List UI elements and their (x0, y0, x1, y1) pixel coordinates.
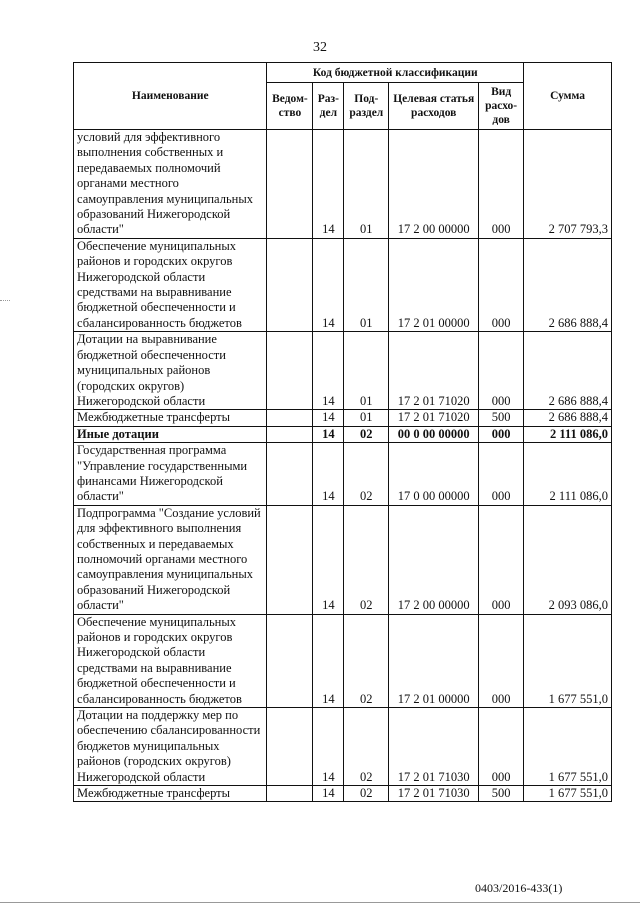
cell-expense-type: 500 (479, 410, 524, 426)
cell-expense-type: 000 (479, 238, 524, 331)
cell-target: 17 2 01 00000 (389, 238, 479, 331)
cell-dept (267, 443, 313, 506)
table-row (74, 708, 612, 786)
cell-subsection: 01 (344, 332, 389, 410)
cell-sum: 2 111 086,0 (524, 426, 612, 442)
table-row (74, 443, 612, 506)
cell-section: 14 (313, 614, 344, 707)
cell-target: 17 2 01 71020 (389, 332, 479, 410)
cell-dept (267, 332, 313, 410)
cell-name: Межбюджетные трансферты (74, 410, 267, 426)
budget-table (73, 62, 612, 802)
cell-sum: 1 677 551,0 (524, 614, 612, 707)
cell-expense-type: 000 (479, 443, 524, 506)
cell-subsection: 02 (344, 708, 389, 786)
cell-sum: 2 093 086,0 (524, 505, 612, 614)
table-row (74, 410, 612, 426)
cell-name: Иные дотации (74, 426, 267, 442)
cell-subsection: 01 (344, 410, 389, 426)
cell-expense-type: 000 (479, 130, 524, 239)
cell-section: 14 (313, 505, 344, 614)
cell-expense-type: 500 (479, 786, 524, 802)
cell-subsection: 02 (344, 426, 389, 442)
cell-name: Дотации на выравнивание бюджетной обеспеченности муниципальных районов (городских округов) Нижегородской области (74, 332, 267, 410)
cell-name: Межбюджетные трансферты (74, 786, 267, 802)
cell-target: 00 0 00 00000 (389, 426, 479, 442)
cell-expense-type: 000 (479, 505, 524, 614)
cell-expense-type: 000 (479, 708, 524, 786)
margin-mark (0, 300, 10, 301)
table-row (74, 614, 612, 707)
header-section: Раз- дел (313, 83, 344, 130)
cell-dept (267, 505, 313, 614)
cell-subsection: 01 (344, 238, 389, 331)
cell-sum: 1 677 551,0 (524, 786, 612, 802)
cell-sum: 2 686 888,4 (524, 238, 612, 331)
cell-sum: 2 686 888,4 (524, 410, 612, 426)
header-subsection: Под- раздел (344, 83, 389, 130)
cell-expense-type: 000 (479, 332, 524, 410)
cell-name: Дотации на поддержку мер по обеспечению сбалансированности бюджетов муниципальных районов (городских округов) Нижегородской области (74, 708, 267, 786)
cell-sum: 2 111 086,0 (524, 443, 612, 506)
cell-section: 14 (313, 708, 344, 786)
cell-name: Обеспечение муниципальных районов и городских округов Нижегородской области средствами на выравнивание бюджетной обеспеченности и сбалансированность бюджетов (74, 614, 267, 707)
header-name: Наименование (74, 63, 267, 130)
header-dept: Ведом- ство (267, 83, 313, 130)
cell-target: 17 2 01 71030 (389, 786, 479, 802)
table-row (74, 505, 612, 614)
cell-section: 14 (313, 410, 344, 426)
cell-name: условий для эффективного выполнения собственных и передаваемых полномочий органами местного самоуправления муниципальных образований Нижегородской области" (74, 130, 267, 239)
cell-subsection: 02 (344, 786, 389, 802)
table-row (74, 130, 612, 239)
cell-dept (267, 130, 313, 239)
cell-subsection: 02 (344, 505, 389, 614)
cell-subsection: 01 (344, 130, 389, 239)
cell-section: 14 (313, 238, 344, 331)
cell-section: 14 (313, 443, 344, 506)
cell-name: Подпрограмма "Создание условий для эффективного выполнения собственных и передаваемых полномочий органами местного самоуправления муниципальных образований Нижегородской области" (74, 505, 267, 614)
cell-dept (267, 426, 313, 442)
table-body (74, 130, 612, 802)
table-row (74, 238, 612, 331)
page-edge-line (0, 902, 640, 903)
cell-dept (267, 238, 313, 331)
cell-target: 17 2 01 71030 (389, 708, 479, 786)
cell-expense-type: 000 (479, 426, 524, 442)
cell-section: 14 (313, 130, 344, 239)
cell-section: 14 (313, 426, 344, 442)
cell-target: 17 2 01 71020 (389, 410, 479, 426)
cell-target: 17 0 00 00000 (389, 443, 479, 506)
cell-dept (267, 786, 313, 802)
table-row (74, 786, 612, 802)
cell-name: Государственная программа "Управление государственными финансами Нижегородской области" (74, 443, 267, 506)
cell-sum: 1 677 551,0 (524, 708, 612, 786)
cell-subsection: 02 (344, 614, 389, 707)
table-row (74, 426, 612, 442)
cell-dept (267, 410, 313, 426)
cell-section: 14 (313, 332, 344, 410)
cell-expense-type: 000 (479, 614, 524, 707)
header-classification-group: Код бюджетной классификации (267, 63, 524, 83)
cell-sum: 2 707 793,3 (524, 130, 612, 239)
document-code: 0403/2016-433(1) (475, 881, 563, 895)
header-expense-type: Вид расхо- дов (479, 83, 524, 130)
cell-section: 14 (313, 786, 344, 802)
table-row (74, 332, 612, 410)
cell-dept (267, 708, 313, 786)
header-sum: Сумма (524, 63, 612, 130)
cell-name: Обеспечение муниципальных районов и городских округов Нижегородской области средствами на выравнивание бюджетной обеспеченности и сбалансированность бюджетов (74, 238, 267, 331)
page-number: 32 (313, 40, 327, 55)
cell-target: 17 2 00 00000 (389, 505, 479, 614)
cell-subsection: 02 (344, 443, 389, 506)
cell-dept (267, 614, 313, 707)
cell-target: 17 2 00 00000 (389, 130, 479, 239)
header-target: Целевая статья расходов (389, 83, 479, 130)
cell-target: 17 2 01 00000 (389, 614, 479, 707)
cell-sum: 2 686 888,4 (524, 332, 612, 410)
